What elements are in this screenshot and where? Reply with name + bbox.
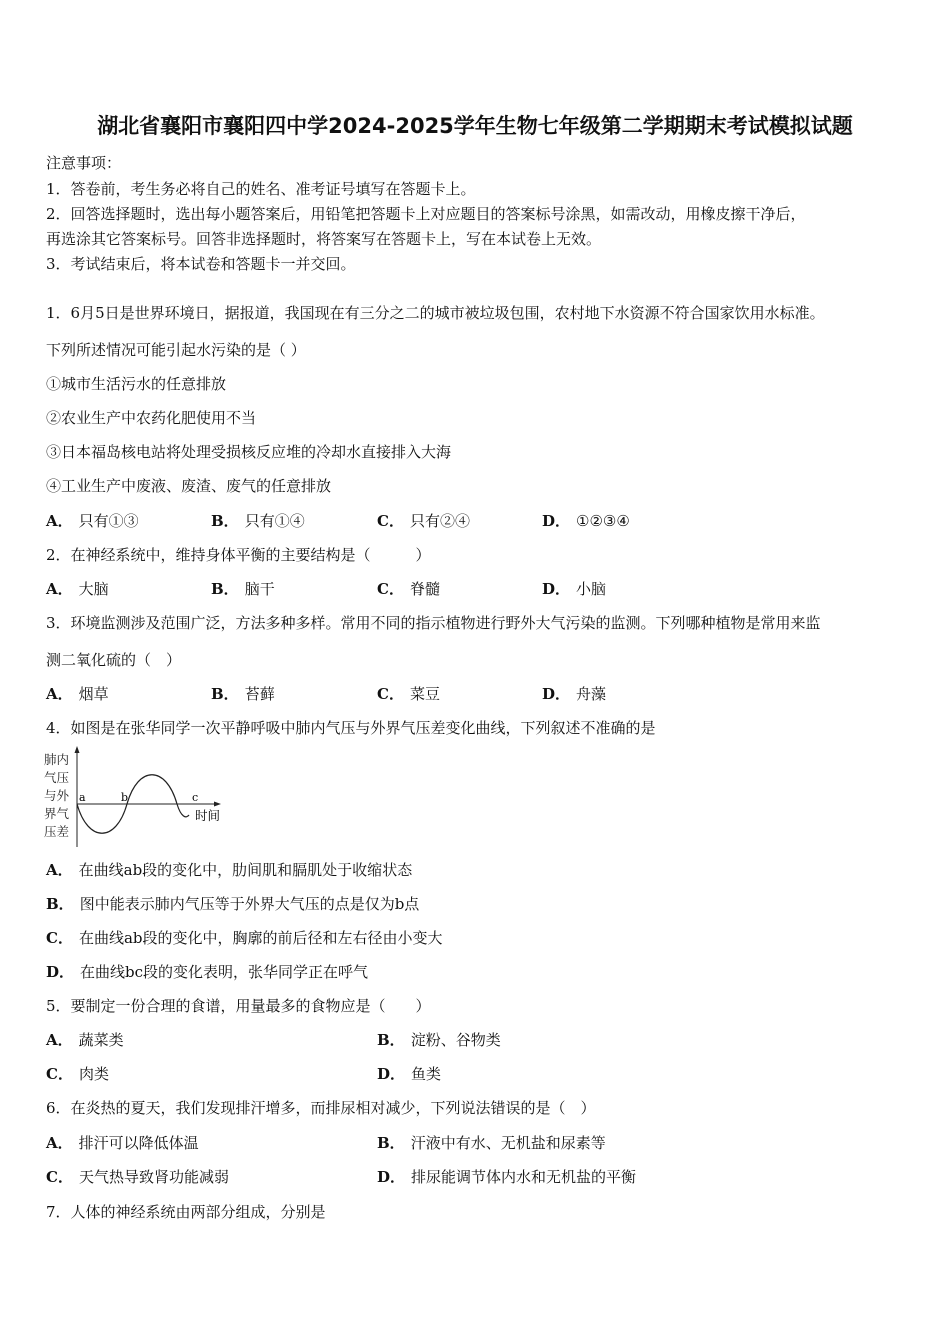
q2-stem: 2．在神经系统中，维持身体平衡的主要结构是（ ） <box>46 546 431 564</box>
q1-stem-line2: 下列所述情况可能引起水污染的是（ ） <box>46 341 306 359</box>
notice-item-1: 1．答卷前，考生务必将自己的姓名、准考证号填写在答题卡上。 <box>46 180 476 198</box>
q5-option-b: B． 淀粉、谷物类 <box>377 1031 501 1049</box>
q6-option-c: C． 天气热导致肾功能减弱 <box>46 1168 229 1186</box>
y-axis-arrow <box>75 746 80 753</box>
x-axis-label: 时间 <box>195 808 221 823</box>
q6-stem: 6．在炎热的夏天，我们发现排汗增多，而排尿相对减少，下列说法错误的是（ ） <box>46 1099 596 1117</box>
y-label-1: 肺内 <box>44 752 70 767</box>
q6-option-b: B． 汗液中有水、无机盐和尿素等 <box>377 1134 606 1152</box>
q2-option-a: A． 大脑 <box>46 580 109 598</box>
q1-option-d: D． ①②③④ <box>542 512 630 530</box>
q3-option-d: D． 舟藻 <box>542 685 607 703</box>
pressure-curve-figure <box>44 745 234 850</box>
notice-item-3: 3．考试结束后，将本试卷和答题卡一并交回。 <box>46 255 356 273</box>
point-b-label: b <box>121 791 129 804</box>
point-c-label: c <box>192 791 199 804</box>
notice-heading: 注意事项： <box>46 154 122 172</box>
q5-option-a: A． 蔬菜类 <box>46 1031 124 1049</box>
q1-option-b: B． 只有①④ <box>211 512 305 530</box>
y-label-4: 界气 <box>44 806 70 821</box>
q5-option-c: C． 肉类 <box>46 1065 109 1083</box>
q4-option-a: A． 在曲线ab段的变化中，肋间肌和膈肌处于收缩状态 <box>46 861 413 879</box>
q3-stem-line1: 3．环境监测涉及范围广泛，方法多种多样。常用不同的指示植物进行野外大气污染的监测。下列哪种植物是常用来监 <box>46 614 821 632</box>
q2-option-d: D． 小脑 <box>542 580 607 598</box>
page-title: 湖北省襄阳市襄阳四中学2024-2025学年生物七年级第二学期期末考试模拟试题 <box>97 114 853 138</box>
q1-item-4: ④工业生产中废液、废渣、废气的任意排放 <box>46 477 332 495</box>
y-axis-label <box>44 752 70 839</box>
q6-option-d: D． 排尿能调节体内水和无机盐的平衡 <box>377 1168 637 1186</box>
y-label-3: 与外 <box>44 788 70 803</box>
q7-stem: 7．人体的神经系统由两部分组成，分别是 <box>46 1203 326 1221</box>
q6-option-a: A． 排汗可以降低体温 <box>46 1134 199 1152</box>
q3-option-c: C． 菜豆 <box>377 685 440 703</box>
y-label-5: 压差 <box>44 824 70 839</box>
q4-option-d: D． 在曲线bc段的变化表明，张华同学正在呼气 <box>46 963 369 981</box>
q1-item-1: ①城市生活污水的任意排放 <box>46 375 227 393</box>
q1-item-2: ②农业生产中农药化肥使用不当 <box>46 409 257 427</box>
q4-stem: 4．如图是在张华同学一次平静呼吸中肺内气压与外界气压差变化曲线，下列叙述不准确的是 <box>46 719 656 737</box>
notice-item-2: 2．回答选择题时，选出每小题答案后，用铅笔把答题卡上对应题目的答案标号涂黑，如需改动，用橡皮擦干净后， <box>46 205 806 223</box>
q4-option-b: B． 图中能表示肺内气压等于外界大气压的点是仅为b点 <box>46 895 420 913</box>
q1-option-a: A． 只有①③ <box>46 512 139 530</box>
q5-option-d: D． 鱼类 <box>377 1065 442 1083</box>
q1-option-c: C． 只有②④ <box>377 512 470 530</box>
q3-option-b: B． 苔藓 <box>211 685 275 703</box>
q4-option-c: C． 在曲线ab段的变化中，胸廓的前后径和左右径由小变大 <box>46 929 443 947</box>
q2-option-b: B． 脑干 <box>211 580 275 598</box>
q1-stem-line1: 1．6月5日是世界环境日，据报道，我国现在有三分之二的城市被垃圾包围，农村地下水资源不符合国家饮用水标准。 <box>46 304 825 322</box>
y-label-2: 气压 <box>44 770 70 785</box>
notice-item-2-cont: 再选涂其它答案标号。回答非选择题时，将答案写在答题卡上，写在本试卷上无效。 <box>46 230 602 248</box>
q5-stem: 5．要制定一份合理的食谱，用量最多的食物应是（ ） <box>46 997 431 1015</box>
q2-option-c: C． 脊髓 <box>377 580 440 598</box>
x-axis-arrow <box>214 802 221 807</box>
q1-item-3: ③日本福岛核电站将处理受损核反应堆的冷却水直接排入大海 <box>46 443 452 461</box>
point-a-label: a <box>79 791 86 804</box>
q3-stem-line2: 测二氧化硫的（ ） <box>46 651 182 669</box>
q3-option-a: A． 烟草 <box>46 685 109 703</box>
